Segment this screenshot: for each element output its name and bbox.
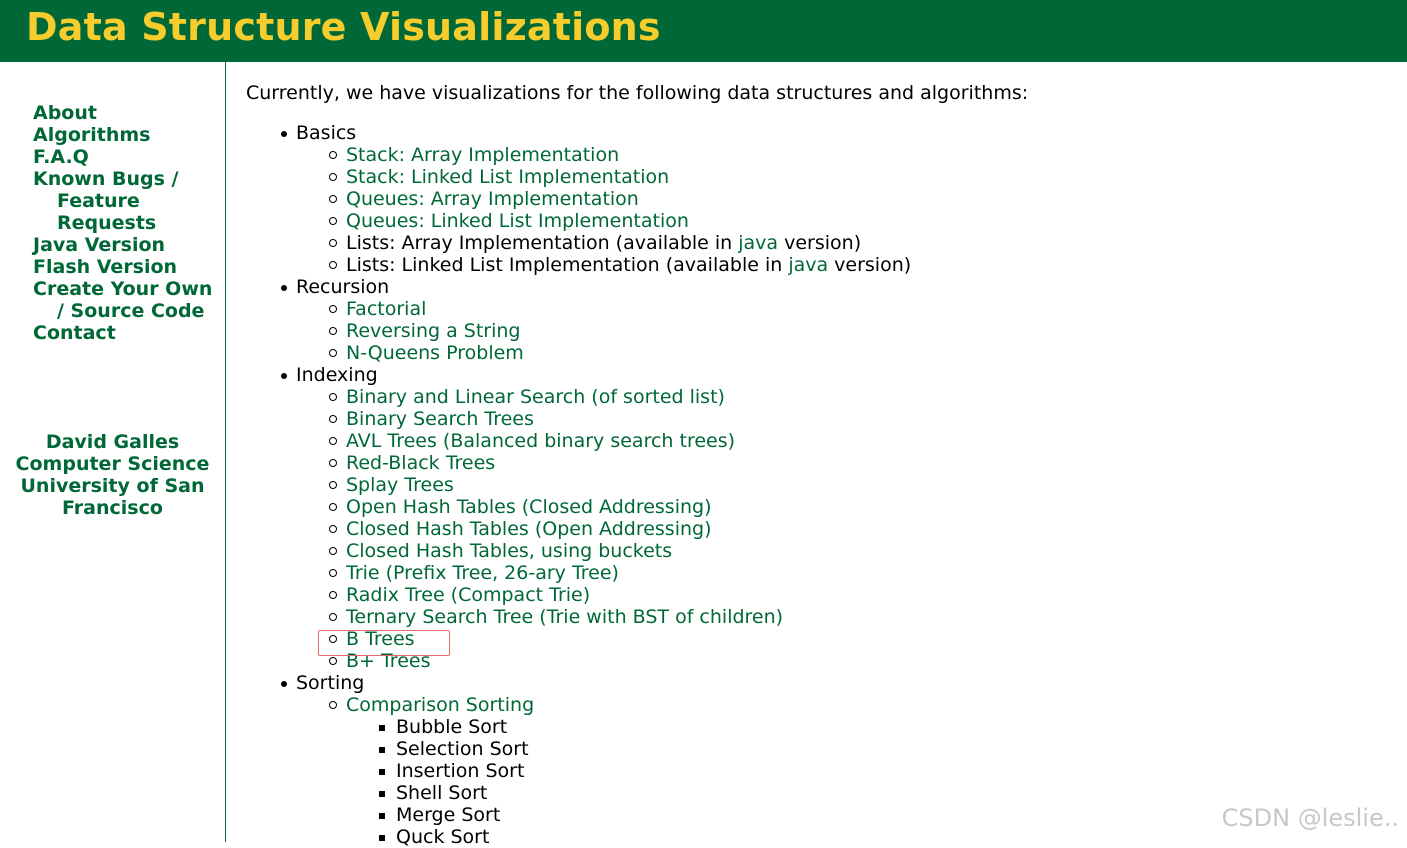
- link-comparison-sorting[interactable]: Comparison Sorting: [346, 694, 534, 716]
- section-label: Basics: [296, 122, 356, 144]
- visualization-list: [246, 122, 1396, 848]
- section-label: Indexing: [296, 364, 378, 386]
- section-basics: [246, 122, 1396, 276]
- author-name: David Galles: [0, 431, 225, 453]
- list-item: [296, 518, 1396, 540]
- square-bullet-icon: [379, 747, 385, 753]
- list-item: [346, 782, 1396, 804]
- list-item: [296, 606, 1396, 628]
- list-item: [296, 540, 1396, 562]
- sort-quck-sort: Quck Sort: [396, 826, 489, 848]
- item-text: Lists: Linked List Implementation (available in: [346, 254, 788, 276]
- circle-bullet-icon: [329, 657, 337, 665]
- list-item: [346, 738, 1396, 760]
- sidebar-nav: [33, 102, 218, 344]
- list-item: [296, 584, 1396, 606]
- list-item: [296, 254, 1396, 276]
- section-items: [296, 144, 1396, 276]
- square-bullet-icon: [379, 813, 385, 819]
- sort-insertion-sort: Insertion Sort: [396, 760, 524, 782]
- sort-merge-sort: Merge Sort: [396, 804, 500, 826]
- circle-bullet-icon: [329, 173, 337, 181]
- list-item: [296, 562, 1396, 584]
- nav-create-your-own-link[interactable]: Create Your Own / Source Code: [33, 278, 218, 322]
- circle-bullet-icon: [329, 393, 337, 401]
- list-item: [296, 650, 1396, 672]
- nav-known-bugs-link[interactable]: Known Bugs / Feature Requests: [33, 168, 218, 234]
- list-item: [296, 496, 1396, 518]
- bullet-icon: [281, 285, 287, 291]
- list-item: [296, 320, 1396, 342]
- nav-algorithms-link[interactable]: Algorithms: [33, 124, 218, 146]
- link-open-hash-tables-closed-addressing[interactable]: Open Hash Tables (Closed Addressing): [346, 496, 712, 518]
- circle-bullet-icon: [329, 635, 337, 643]
- circle-bullet-icon: [329, 503, 337, 511]
- circle-bullet-icon: [329, 481, 337, 489]
- link-trie-prefix-tree-26-ary-tree[interactable]: Trie (Prefix Tree, 26-ary Tree): [346, 562, 619, 584]
- nav-flash-version-link[interactable]: Flash Version: [33, 256, 218, 278]
- list-item: [296, 232, 1396, 254]
- intro-text: Currently, we have visualizations for the following data structures and algorithms:: [246, 82, 1396, 104]
- list-item: [296, 408, 1396, 430]
- link-stack-array-implementation[interactable]: Stack: Array Implementation: [346, 144, 619, 166]
- link-binary-and-linear-search-of-sorted-list[interactable]: Binary and Linear Search (of sorted list): [346, 386, 725, 408]
- link-b-trees[interactable]: B+ Trees: [346, 650, 430, 672]
- circle-bullet-icon: [329, 261, 337, 269]
- circle-bullet-icon: [329, 591, 337, 599]
- section-items: [296, 298, 1396, 364]
- link-queues-array-implementation[interactable]: Queues: Array Implementation: [346, 188, 639, 210]
- bullet-icon: [281, 131, 287, 137]
- square-bullet-icon: [379, 725, 385, 731]
- section-label: Sorting: [296, 672, 364, 694]
- square-bullet-icon: [379, 769, 385, 775]
- author-department: Computer Science: [0, 453, 225, 475]
- link-stack-linked-list-implementation[interactable]: Stack: Linked List Implementation: [346, 166, 669, 188]
- list-item: [296, 430, 1396, 452]
- link-closed-hash-tables-using-buckets[interactable]: Closed Hash Tables, using buckets: [346, 540, 672, 562]
- nav-about-link[interactable]: About: [33, 102, 218, 124]
- author-credit: [0, 431, 225, 519]
- sort-selection-sort: Selection Sort: [396, 738, 529, 760]
- link-b-trees[interactable]: B Trees: [346, 628, 415, 650]
- circle-bullet-icon: [329, 327, 337, 335]
- java-link[interactable]: java: [738, 232, 778, 254]
- link-splay-trees[interactable]: Splay Trees: [346, 474, 454, 496]
- list-item: [296, 298, 1396, 320]
- list-item: [296, 342, 1396, 364]
- list-item: [296, 452, 1396, 474]
- nav-faq-link[interactable]: F.A.Q: [33, 146, 218, 168]
- circle-bullet-icon: [329, 239, 337, 247]
- link-reversing-a-string[interactable]: Reversing a String: [346, 320, 521, 342]
- item-text: version): [828, 254, 911, 276]
- section-recursion: [246, 276, 1396, 364]
- list-item: [296, 386, 1396, 408]
- author-university: University of San Francisco: [0, 475, 225, 519]
- item-text: Lists: Array Implementation (available in: [346, 232, 738, 254]
- list-item: [346, 760, 1396, 782]
- nav-java-version-link[interactable]: Java Version: [33, 234, 218, 256]
- java-link[interactable]: java: [788, 254, 828, 276]
- list-item: [296, 166, 1396, 188]
- square-bullet-icon: [379, 835, 385, 841]
- section-items: [296, 386, 1396, 672]
- section-indexing: [246, 364, 1396, 672]
- circle-bullet-icon: [329, 613, 337, 621]
- sort-bubble-sort: Bubble Sort: [396, 716, 507, 738]
- nav-contact-link[interactable]: Contact: [33, 322, 218, 344]
- circle-bullet-icon: [329, 151, 337, 159]
- bullet-icon: [281, 681, 287, 687]
- circle-bullet-icon: [329, 217, 337, 225]
- sidebar: [0, 62, 226, 842]
- item-text: version): [778, 232, 861, 254]
- circle-bullet-icon: [329, 437, 337, 445]
- sort-shell-sort: Shell Sort: [396, 782, 487, 804]
- bullet-icon: [281, 373, 287, 379]
- link-radix-tree-compact-trie[interactable]: Radix Tree (Compact Trie): [346, 584, 590, 606]
- list-item: [296, 144, 1396, 166]
- page-title: Data Structure Visualizations: [26, 4, 661, 50]
- list-item: [296, 210, 1396, 232]
- circle-bullet-icon: [329, 305, 337, 313]
- link-n-queens-problem[interactable]: N-Queens Problem: [346, 342, 524, 364]
- circle-bullet-icon: [329, 547, 337, 555]
- square-bullet-icon: [379, 791, 385, 797]
- circle-bullet-icon: [329, 349, 337, 357]
- link-avl-trees-balanced-binary-search-trees[interactable]: AVL Trees (Balanced binary search trees): [346, 430, 735, 452]
- link-closed-hash-tables-open-addressing[interactable]: Closed Hash Tables (Open Addressing): [346, 518, 712, 540]
- link-queues-linked-list-implementation[interactable]: Queues: Linked List Implementation: [346, 210, 689, 232]
- watermark: CSDN @leslie..: [1222, 804, 1399, 832]
- section-label: Recursion: [296, 276, 389, 298]
- list-item: [346, 716, 1396, 738]
- link-ternary-search-tree-trie-with-bst-of-children[interactable]: Ternary Search Tree (Trie with BST of children): [346, 606, 783, 628]
- list-item: [296, 474, 1396, 496]
- circle-bullet-icon: [329, 701, 337, 709]
- main-content: [246, 82, 1396, 848]
- circle-bullet-icon: [329, 415, 337, 423]
- link-binary-search-trees[interactable]: Binary Search Trees: [346, 408, 534, 430]
- circle-bullet-icon: [329, 569, 337, 577]
- list-item: [296, 188, 1396, 210]
- circle-bullet-icon: [329, 525, 337, 533]
- link-factorial[interactable]: Factorial: [346, 298, 426, 320]
- list-item: [296, 628, 1396, 650]
- circle-bullet-icon: [329, 459, 337, 467]
- link-red-black-trees[interactable]: Red-Black Trees: [346, 452, 495, 474]
- page-header: [0, 0, 1407, 62]
- circle-bullet-icon: [329, 195, 337, 203]
